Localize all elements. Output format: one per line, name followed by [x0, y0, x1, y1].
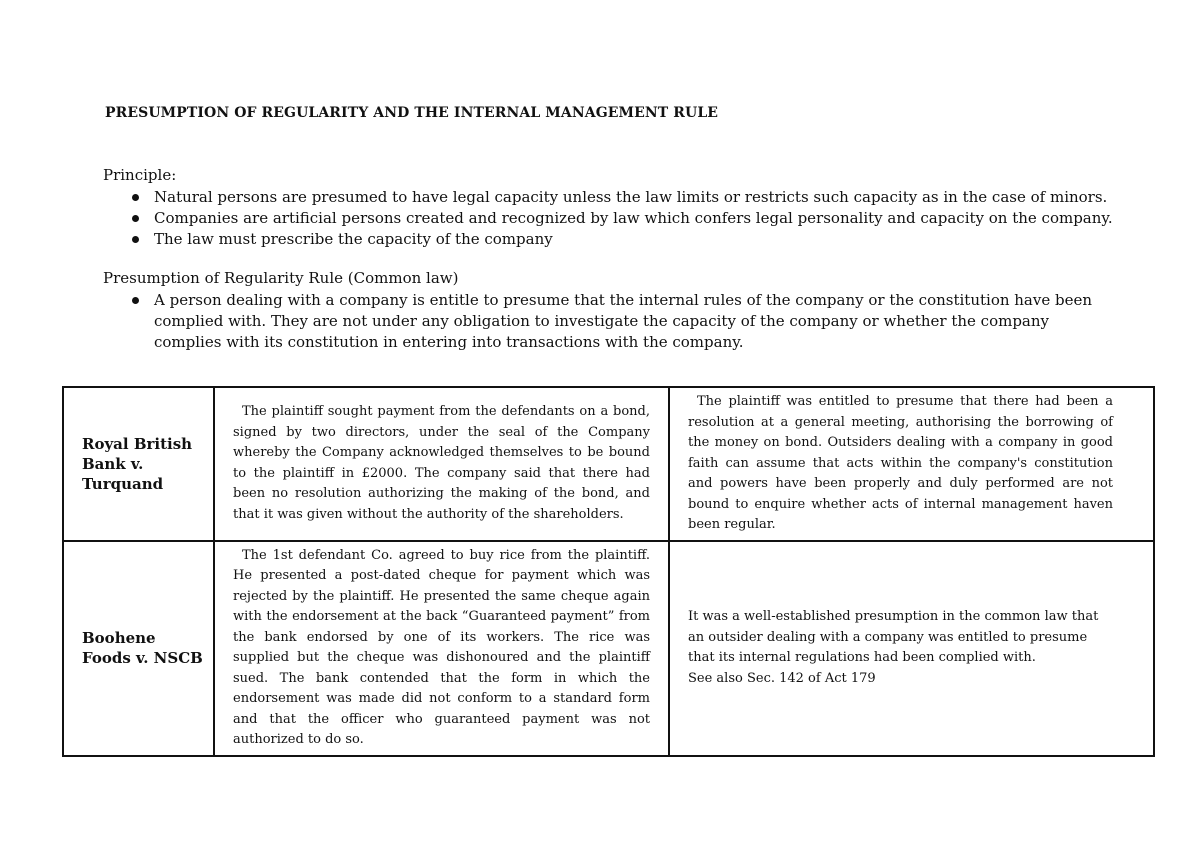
case-holding-cell: The plaintiff was entitled to presume that there had been a resolution at a general meeting, authorising the borrowing of the money on bond. Outsiders dealing with a company in good faith can assume that acts within the company's constitution and powers have been properly and duly performed are not bound to enquire whether acts of internal management haven been regular. [669, 387, 1154, 541]
document-title: PRESUMPTION OF REGULARITY AND THE INTERNAL MANAGEMENT RULE [105, 105, 719, 121]
case-name-cell: Royal British Bank v. Turquand [63, 387, 214, 541]
list-item: A person dealing with a company is entitle to presume that the internal rules of the company or the constitution have been complied with. They are not under any obligation to investigate the capacity of the company or whether the company complies with its constitution in entering into transactions with the company. [103, 290, 1103, 353]
cases-table [62, 386, 1155, 757]
case-holding-text: It was a well-established presumption in the common law that an outsider dealing with a company was entitled to presume that its internal regulations had been complied with. [688, 609, 1099, 665]
bullet-icon [132, 236, 139, 243]
case-facts-cell: The 1st defendant Co. agreed to buy rice from the plaintiff. He presented a post-dated cheque for payment which was rejected by the plaintiff. He presented the same cheque again with the endorsement at the back “Guaranteed payment” from the bank endorsed by one of its workers. The rice was supplied but the cheque was dishonoured and the plaintiff sued. The bank contended that the form in which the endorsement was made did not conform to a standard form and that the officer who guaranteed payment was not authorized to do so. [214, 541, 669, 756]
list-item: Companies are artificial persons created and recognized by law which confers legal personality and capacity on the company. [103, 208, 1113, 229]
presumption-list [103, 290, 1103, 353]
bullet-icon [132, 297, 139, 304]
principle-label: Principle: [103, 166, 177, 184]
case-name-cell: Boohene Foods v. NSCB [63, 541, 214, 756]
list-item: Natural persons are presumed to have legal capacity unless the law limits or restricts such capacity as in the case of minors. [103, 187, 1113, 208]
case-holding-note: See also Sec. 142 of Act 179 [688, 670, 876, 686]
bullet-icon [132, 215, 139, 222]
table-row [63, 541, 1154, 756]
bullet-icon [132, 194, 139, 201]
list-item: The law must prescribe the capacity of the company [103, 229, 1113, 250]
case-holding-cell [669, 541, 1154, 756]
case-facts-cell: The plaintiff sought payment from the defendants on a bond, signed by two directors, under the seal of the Company whereby the Company acknowledged themselves to be bound to the plaintiff in £2000. The company said that there had been no resolution authorizing the making of the bond, and that it was given without the authority of the shareholders. [214, 387, 669, 541]
table-row [63, 387, 1154, 541]
presumption-label: Presumption of Regularity Rule (Common law) [103, 269, 459, 287]
principle-list [103, 187, 1113, 250]
